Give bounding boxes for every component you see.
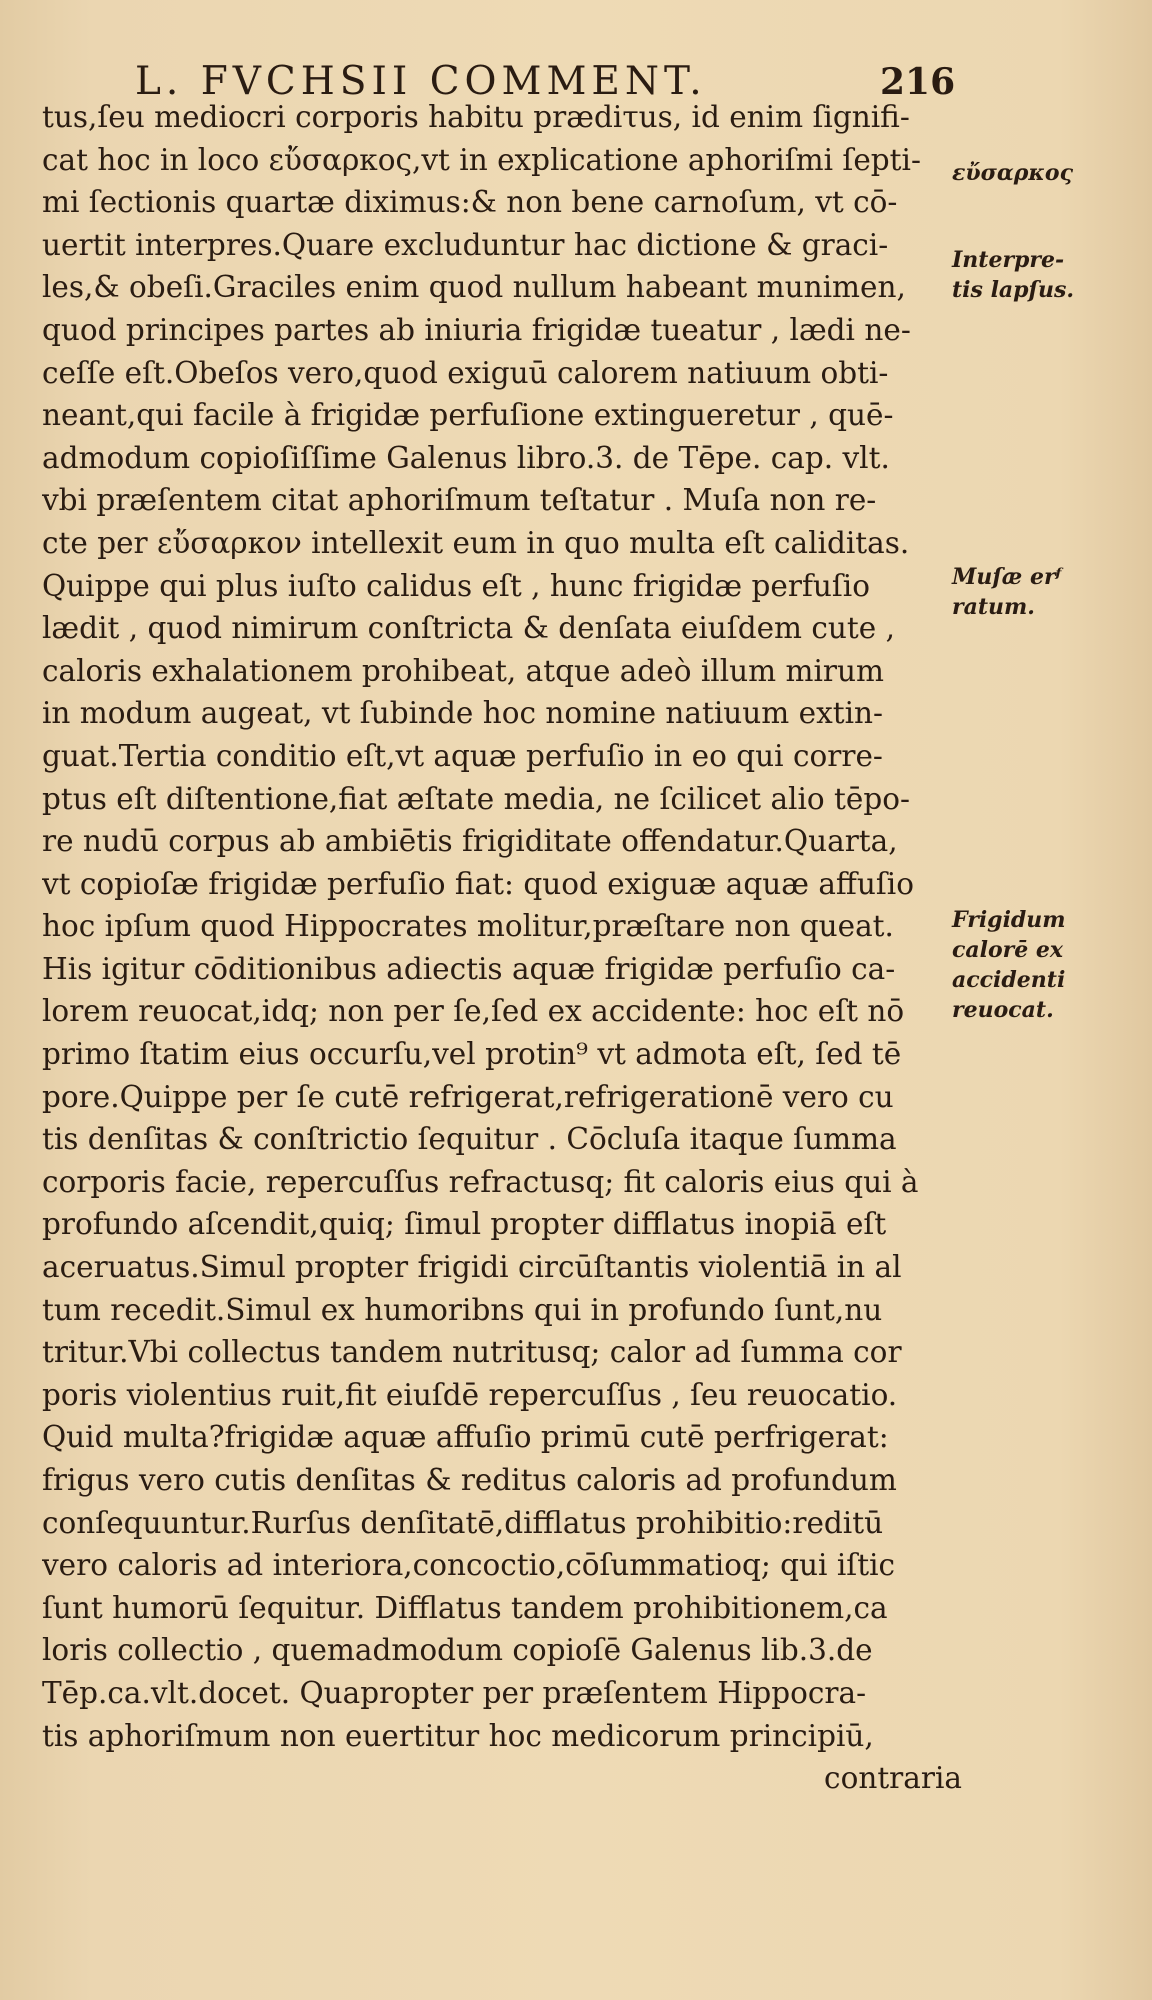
page-number: 216 <box>880 61 956 103</box>
margin-note-line: Frigidum <box>952 907 1066 933</box>
text-line: tum recedit.Simul ex humoribns qui in profundo ſunt,nu <box>42 1292 883 1327</box>
margin-note-cold-revokes-heat <box>952 905 1066 1025</box>
text-line: pore.Quippe per ſe cutē refrigerat,refrigerationē vero cu <box>42 1079 894 1114</box>
margin-note-line: accidenti <box>952 967 1066 993</box>
text-line: re nudū corpus ab ambiētis frigiditate offendatur.Quarta, <box>42 824 898 859</box>
text-line: Quippe qui plus iuſto calidus eſt , hunc frigidæ perfuſio <box>42 568 870 603</box>
text-line: ſunt humorū ſequitur. Difflatus tandem prohibitionem,ca <box>42 1590 888 1625</box>
margin-note-musa-error <box>952 562 1062 622</box>
text-line: admodum copioſiſſime Galenus libro.3. de Tēpe. cap. vlt. <box>42 440 890 475</box>
text-line: profundo aſcendit,quiq; ſimul propter difflatus inopiā eſt <box>42 1207 887 1242</box>
margin-note-line: calorē ex <box>952 937 1064 963</box>
text-line: vt copioſæ frigidæ perfuſio fiat: quod exiguæ aquæ affuſio <box>42 866 914 901</box>
text-line: caloris exhalationem prohibeat, atque adeò illum mirum <box>42 653 885 688</box>
text-line: cat hoc in loco εὔσαρκος,vt in explicatione aphoriſmi ſepti- <box>42 142 921 177</box>
text-line: corporis facie, repercuſſus refractusq; fit caloris eius qui à <box>42 1164 919 1199</box>
text-line: His igitur cōditionibus adiectis aquæ frigidæ perfuſio ca- <box>42 951 896 986</box>
text-line: mi ſectionis quartæ diximus:& non bene carnoſum, vt cō- <box>42 185 898 220</box>
text-line: hoc ipſum quod Hippocrates molitur,præſtare non queat. <box>42 909 894 944</box>
text-line: Quid multa?frigidæ aquæ affuſio primū cutē perfrigerat: <box>42 1420 889 1455</box>
text-line: lorem reuocat,idq; non per ſe,ſed ex accidente: hoc eſt nō <box>42 994 905 1029</box>
margin-notes <box>952 0 1152 2000</box>
running-title: L. FVCHSII COMMENT. <box>135 59 707 104</box>
catchword: contraria <box>824 1761 962 1796</box>
body-text <box>42 96 962 1800</box>
text-line: tritur.Vbi collectus tandem nutritusq; calor ad ſumma cor <box>42 1335 902 1370</box>
margin-note-line: tis lapſus. <box>952 277 1075 303</box>
text-line: cte per εὔσαρκον intellexit eum in quo multa eſt caliditas. <box>42 525 910 560</box>
text-line: vero caloris ad interiora,concoctio,cōſummatioq; qui iſtic <box>42 1548 896 1583</box>
text-line: uertit interpres.Quare excluduntur hac dictione & graci- <box>42 227 889 262</box>
margin-note-line: Interpre- <box>952 247 1065 273</box>
text-line: aceruatus.Simul propter frigidi circūſtantis violentiā in al <box>42 1250 902 1285</box>
text-line: quod principes partes ab iniuria frigidæ tueatur , lædi ne- <box>42 312 911 347</box>
margin-note-line: ratum. <box>952 594 1035 620</box>
text-line: tis denſitas & conſtrictio ſequitur . Cōcluſa itaque ſumma <box>42 1122 897 1157</box>
text-line: poris violentius ruit,fit eiuſdē repercuſſus , ſeu reuocatio. <box>42 1377 898 1412</box>
text-line: les,& obeſi.Graciles enim quod nullum habeant munimen, <box>42 270 906 305</box>
text-line: conſequuntur.Rurſus denſitatē,difflatus prohibitio:reditū <box>42 1505 884 1540</box>
text-line: primo ſtatim eius occurſu,vel protin⁹ vt admota eſt, ſed tē <box>42 1037 902 1072</box>
text-line: loris collectio , quemadmodum copioſē Galenus lib.3.de <box>42 1633 873 1668</box>
text-line: tus,ſeu mediocri corporis habitu prædiτus, id enim ſignifi- <box>42 100 910 134</box>
margin-note-eusarkos <box>952 158 1073 188</box>
text-line: ceſſe eſt.Obeſos vero,quod exiguū calorem natiuum obti- <box>42 355 889 390</box>
text-line: vbi præſentem citat aphoriſmum teſtatur . Muſa non re- <box>42 483 877 518</box>
text-line: tis aphoriſmum non euertitur hoc medicorum principiū, <box>42 1718 874 1753</box>
margin-note-interpreter-error <box>952 245 1074 305</box>
margin-note-line: reuocat. <box>952 997 1054 1023</box>
margin-note-line: Muſæ erᶠ <box>952 564 1062 590</box>
text-line: lædit , quod nimirum conſtricta & denſata eiuſdem cute , <box>42 611 895 646</box>
text-line: neant,qui facile à frigidæ perfuſione extingueretur , quē- <box>42 398 894 433</box>
text-line: Tēp.ca.vlt.docet. Quapropter per præſentem Hippocra- <box>42 1675 867 1710</box>
text-line: in modum augeat, vt ſubinde hoc nomine natiuum extin- <box>42 696 883 731</box>
text-line: frigus vero cutis denſitas & reditus caloris ad profundum <box>42 1463 897 1497</box>
margin-note-line: εὔσαρκος <box>952 160 1073 186</box>
text-line: ptus eſt diſtentione,fiat æſtate media, ne ſcilicet alio tēpo- <box>42 781 910 816</box>
text-line: guat.Tertia conditio eſt,vt aquæ perfuſio in eo qui corre- <box>42 738 883 773</box>
